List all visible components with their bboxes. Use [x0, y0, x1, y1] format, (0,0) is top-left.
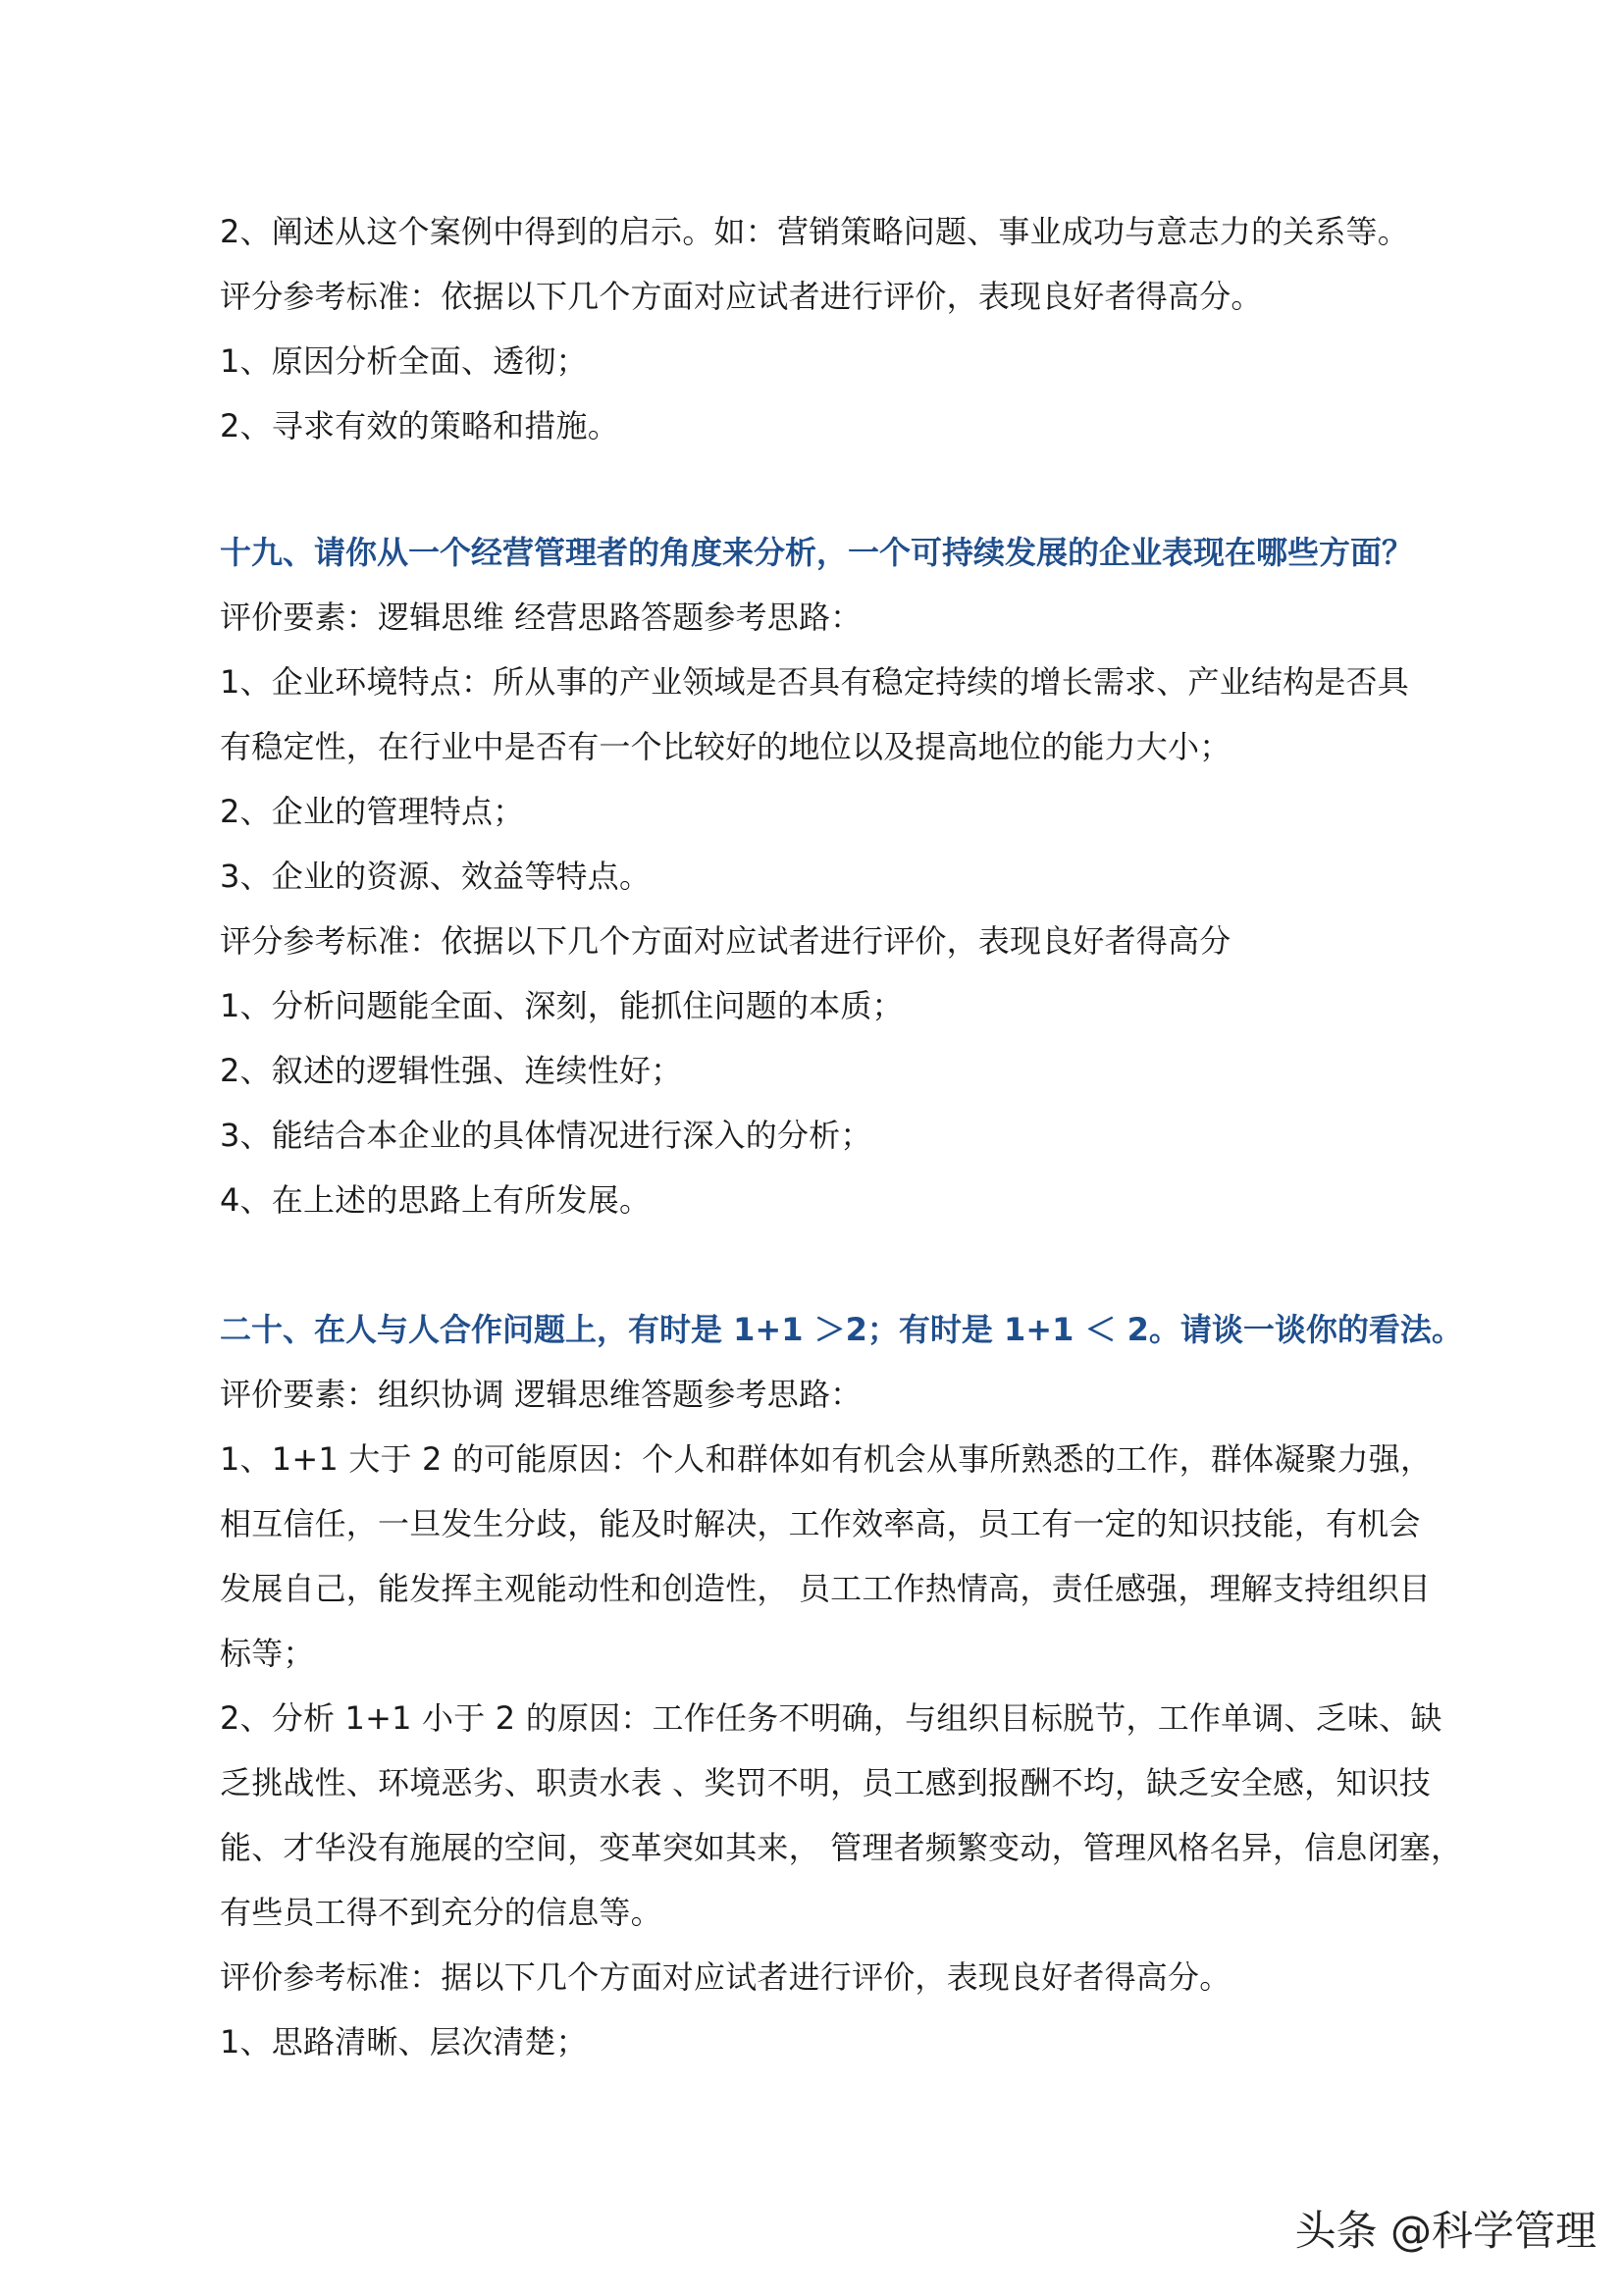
text-line: 评价要素：组织协调 逻辑思维答题参考思路：: [220, 1376, 863, 1413]
text-line: 1、1+1 大于 2 的可能原因：个人和群体如有机会从事所熟悉的工作，群体凝聚力强，: [220, 1440, 1433, 1478]
text-line: 能、才华没有施展的空间，变革突如其来， 管理者频繁变动，管理风格名异，信息闭塞，: [220, 1829, 1463, 1866]
text-line: 1、原因分析全面、透彻；: [220, 342, 588, 380]
section-19: [220, 520, 1525, 1232]
text-line: 3、能结合本企业的具体情况进行深入的分析；: [220, 1117, 872, 1154]
text-line: 有些员工得不到充分的信息等。: [220, 1894, 662, 1931]
section-20: [220, 1297, 1525, 2074]
text-line: 2、企业的管理特点；: [220, 793, 525, 830]
watermark: 头条 @科学管理: [1294, 2207, 1597, 2255]
text-line: 2、寻求有效的策略和措施。: [220, 407, 619, 444]
text-line: 乏挑战性、环境恶劣、职责水表 、奖罚不明，员工感到报酬不均，缺乏安全感，知识技: [220, 1764, 1431, 1801]
text-line: 评价参考标准：据以下几个方面对应试者进行评价，表现良好者得高分。: [220, 1958, 1231, 1996]
text-line: 相互信任，一旦发生分歧，能及时解决，工作效率高，员工有一定的知识技能，有机会: [220, 1505, 1421, 1542]
text-line: 1、分析问题能全面、深刻，能抓住问题的本质；: [220, 987, 904, 1024]
text-line: 2、叙述的逻辑性强、连续性好；: [220, 1052, 683, 1089]
text-line: 2、阐述从这个案例中得到的启示。如：营销策略问题、事业成功与意志力的关系等。: [220, 213, 1409, 250]
text-line: 评分参考标准：依据以下几个方面对应试者进行评价，表现良好者得高分。: [220, 278, 1263, 315]
text-line: 发展自己，能发挥主观能动性和创造性， 员工工作热情高，责任感强，理解支持组织目: [220, 1570, 1431, 1607]
text-line: 3、企业的资源、效益等特点。: [220, 858, 652, 895]
text-line: 2、分析 1+1 小于 2 的原因：工作任务不明确，与组织目标脱节，工作单调、乏味、缺: [220, 1699, 1442, 1737]
text-line: 评分参考标准：依据以下几个方面对应试者进行评价，表现良好者得高分: [220, 922, 1231, 960]
section-heading: 十九、请你从一个经营管理者的角度来分析，一个可持续发展的企业表现在哪些方面？: [220, 534, 1414, 571]
text-line: 评价要素：逻辑思维 经营思路答题参考思路：: [220, 599, 863, 636]
text-line: 标等；: [220, 1635, 315, 1672]
section-previous: [220, 199, 1525, 458]
text-line: 1、思路清晰、层次清楚；: [220, 2023, 588, 2060]
text-line: 有稳定性，在行业中是否有一个比较好的地位以及提高地位的能力大小；: [220, 728, 1231, 765]
text-line: 4、在上述的思路上有所发展。: [220, 1181, 652, 1219]
text-line: 1、企业环境特点：所从事的产业领域是否具有稳定持续的增长需求、产业结构是否具: [220, 663, 1409, 701]
section-heading: 二十、在人与人合作问题上，有时是 1+1 ＞2；有时是 1+1 ＜ 2。请谈一谈你的看法。: [220, 1311, 1463, 1348]
